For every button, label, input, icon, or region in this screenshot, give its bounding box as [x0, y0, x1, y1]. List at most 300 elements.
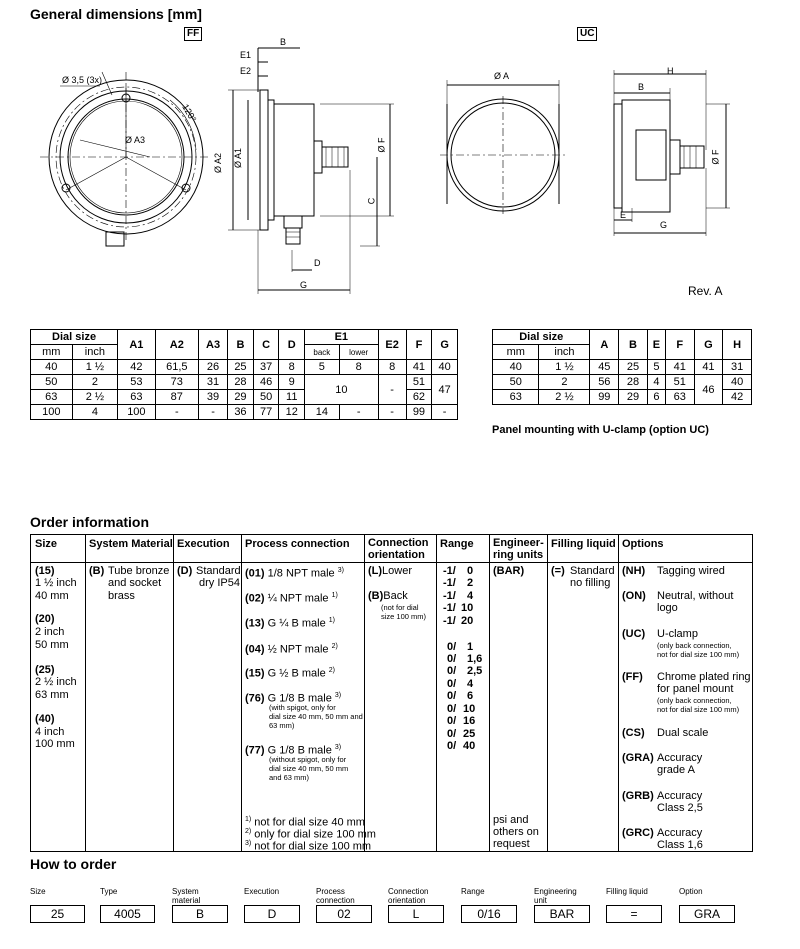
unit-psi: others on — [493, 826, 539, 838]
cell: 41 — [694, 360, 723, 375]
cell: 37 — [253, 360, 279, 375]
range-from: -1/ — [443, 565, 456, 577]
code: (L) — [368, 565, 383, 577]
cell: - — [432, 405, 458, 420]
th-b: B — [619, 330, 648, 360]
label-line: Option — [679, 887, 703, 896]
header-orientation: orientation — [368, 549, 425, 561]
range-item: 0/ — [447, 715, 457, 727]
code: (01) — [245, 567, 265, 580]
cell: 40 — [493, 360, 539, 375]
footnote-mark: 1) — [245, 816, 252, 823]
code: (02) — [245, 592, 265, 605]
size-text: 100 mm — [35, 738, 75, 750]
th-a1: A1 — [118, 330, 155, 360]
how-to-order-title: How to order — [30, 856, 117, 872]
e-label: E — [620, 210, 627, 220]
range-to: 4 — [467, 590, 474, 602]
range-to: 16 — [463, 715, 476, 727]
option-code: (CS) — [622, 727, 645, 739]
cell: 8 — [339, 360, 378, 375]
how-material-value: B — [172, 905, 228, 923]
text: G 1/8 B male — [267, 692, 332, 705]
footnote-ref: 2) — [331, 643, 338, 650]
label-line: Execution — [244, 887, 280, 896]
process-77-note: (without spigot, only for — [269, 755, 347, 764]
orientation-back — [368, 590, 408, 603]
cell: 100 — [31, 405, 73, 420]
col-divider — [364, 535, 365, 851]
cell: 100 — [118, 405, 155, 420]
option-text: Dual scale — [657, 727, 709, 739]
a-label: Ø A — [494, 71, 510, 81]
option-code: (ON) — [622, 590, 646, 602]
cell: 50 — [493, 375, 539, 390]
cell: 29 — [619, 390, 648, 405]
footnote-text: not for dial size 40 mm — [254, 816, 365, 829]
label-line: Connection — [388, 887, 429, 896]
label-line: Process — [316, 887, 345, 896]
cell: 47 — [432, 375, 458, 405]
process-76-note: (with spigot, only for — [269, 703, 336, 712]
range-from: -1/ — [443, 577, 456, 589]
label-line: System — [172, 887, 199, 896]
execution-text: Standard — [196, 565, 241, 577]
option-text: Class 2,5 — [657, 802, 703, 814]
cell: 39 — [198, 390, 227, 405]
header-range: Range — [440, 538, 474, 550]
process-13 — [245, 615, 335, 630]
range-from: -1/ — [443, 615, 456, 627]
range-item: 0/ — [447, 690, 457, 702]
ff-tag: FF — [184, 27, 202, 41]
ff-dimension-table — [30, 329, 458, 420]
cell: 14 — [305, 405, 340, 420]
size-text: 50 mm — [35, 639, 69, 651]
range-to: 0 — [467, 565, 474, 577]
a1-label: Ø A1 — [233, 147, 244, 169]
option-text: Chrome plated ring — [657, 671, 751, 683]
range-item: 0/ — [447, 641, 457, 653]
table-row — [31, 360, 458, 375]
footnote-ref: 2) — [328, 667, 335, 674]
order-table — [30, 534, 753, 852]
cell: 42 — [723, 390, 752, 405]
option-code: (NH) — [622, 565, 646, 577]
header-filling: Filling liquid — [551, 538, 616, 550]
size-code: (40) — [35, 713, 55, 725]
table-row — [31, 375, 458, 390]
cell: 36 — [228, 405, 254, 420]
option-code: (FF) — [622, 671, 643, 683]
execution-text: dry IP54 — [199, 577, 240, 589]
cell: 40 — [723, 375, 752, 390]
e1-label: E1 — [240, 50, 252, 60]
header-connection: Connection — [368, 537, 429, 549]
option-text: Tagging wired — [657, 565, 725, 577]
cell: - — [155, 405, 198, 420]
range-to: 4 — [467, 678, 474, 690]
code: (15) — [245, 667, 265, 680]
cell: 50 — [253, 390, 279, 405]
range-item — [443, 577, 456, 590]
b-label: B — [280, 37, 287, 47]
process-77-note: and 63 mm) — [269, 773, 310, 782]
size-text: 63 mm — [35, 689, 69, 701]
cell: 5 — [647, 360, 665, 375]
text: ¼ NPT male — [267, 592, 329, 605]
option-code: (GRB) — [622, 790, 654, 802]
cell: 2 ½ — [72, 390, 118, 405]
orientation-note: (not for dial — [381, 603, 419, 612]
cell: 26 — [198, 360, 227, 375]
range-from: -1/ — [443, 602, 456, 614]
option-text: Accuracy — [657, 827, 703, 839]
option-note: not for dial size 100 mm) — [657, 650, 740, 659]
range-to: 10 — [461, 602, 474, 614]
size-text: 40 mm — [35, 590, 69, 602]
th-f: F — [665, 330, 694, 360]
cell: - — [378, 405, 406, 420]
label-line: unit — [534, 896, 547, 905]
cell: 2 ½ — [539, 390, 590, 405]
cell: 6 — [647, 390, 665, 405]
dimension-drawing — [0, 0, 800, 310]
label-line: material — [172, 896, 201, 905]
cell: 31 — [723, 360, 752, 375]
how-label-filling-liquid — [606, 887, 648, 896]
cell: 8 — [279, 360, 305, 375]
unit-bar: (BAR) — [493, 565, 525, 577]
header-material: System Material — [89, 538, 173, 550]
footnote-ref: 3) — [334, 744, 342, 751]
cell: 41 — [665, 360, 694, 375]
text: G ¼ B male — [267, 617, 326, 630]
range-to: 2 — [467, 577, 474, 589]
hole-label: Ø 3,5 (3x) — [62, 75, 103, 85]
label-line: connection — [316, 896, 355, 905]
header-engineer: Engineer- — [493, 537, 544, 549]
option-text: for panel mount — [657, 683, 734, 695]
col-divider — [241, 535, 242, 851]
cell: 46 — [253, 375, 279, 390]
how-unit-value: BAR — [534, 905, 590, 923]
footnote-text: only for dial size 100 mm — [254, 828, 376, 841]
cell: - — [339, 405, 378, 420]
cell: 40 — [432, 360, 458, 375]
range-to: 1 — [467, 641, 474, 653]
g-label: G — [300, 280, 308, 290]
cell: 2 — [539, 375, 590, 390]
th-inch: inch — [72, 345, 118, 360]
table-row — [493, 360, 752, 375]
cell: 42 — [118, 360, 155, 375]
e2-label: E2 — [240, 66, 252, 76]
cell: 99 — [590, 390, 619, 405]
cell: 1 ½ — [72, 360, 118, 375]
how-label-type — [100, 887, 117, 896]
th-a: A — [590, 330, 619, 360]
code: (77) — [245, 744, 265, 757]
uc-f-label: Ø F — [710, 149, 721, 165]
revision-label: Rev. A — [688, 284, 723, 298]
how-orientation-value: L — [388, 905, 444, 923]
how-label-size — [30, 887, 46, 896]
angle-label: 120° — [180, 102, 199, 124]
general-dimensions-title: General dimensions [mm] — [30, 6, 202, 22]
th-g: G — [694, 330, 723, 360]
material-code: (B) — [89, 565, 105, 577]
option-text: logo — [657, 602, 678, 614]
footnote-ref: 3) — [337, 567, 344, 574]
label-line: Size — [30, 887, 46, 896]
th-inch: inch — [539, 345, 590, 360]
how-execution-value: D — [244, 905, 300, 923]
col-divider — [547, 535, 548, 851]
text: Lower — [382, 565, 413, 577]
th-mm: mm — [31, 345, 73, 360]
range-item: 0/ — [447, 653, 457, 665]
c-label: C — [366, 197, 377, 205]
filling-code: (=) — [551, 565, 565, 577]
label-line: Filling liquid — [606, 887, 648, 896]
uc-g-label: G — [660, 220, 668, 230]
size-text: 2 ½ inch — [35, 676, 77, 688]
size-text: 4 inch — [35, 726, 65, 738]
option-text: Accuracy — [657, 790, 703, 802]
f-label: Ø F — [376, 137, 387, 153]
cell: 29 — [228, 390, 254, 405]
unit-psi: psi and — [493, 814, 529, 826]
cell: 4 — [72, 405, 118, 420]
option-text: Neutral, without — [657, 590, 734, 602]
process-76-note: dial size 40 mm, 50 mm and — [269, 712, 363, 721]
th-lower: lower — [339, 345, 378, 360]
option-note: not for dial size 100 mm) — [657, 705, 740, 714]
size-code: (25) — [35, 664, 55, 676]
th-e: E — [647, 330, 665, 360]
col-divider — [85, 535, 86, 851]
th-f: F — [406, 330, 432, 360]
cell: 2 — [72, 375, 118, 390]
cell: 77 — [253, 405, 279, 420]
cell: 63 — [118, 390, 155, 405]
header-execution: Execution — [177, 538, 230, 550]
code: (13) — [245, 617, 265, 630]
cell: 25 — [619, 360, 648, 375]
cell: 28 — [228, 375, 254, 390]
text: Back — [383, 590, 408, 602]
process-04 — [245, 641, 338, 656]
cell: 56 — [590, 375, 619, 390]
size-text: 2 inch — [35, 626, 65, 638]
cell: 62 — [406, 390, 432, 405]
a3-label: Ø A3 — [125, 135, 146, 145]
cell: 12 — [279, 405, 305, 420]
material-text: Tube bronze — [108, 565, 170, 577]
cell: 10 — [305, 375, 379, 405]
process-15 — [245, 665, 335, 680]
option-code: (GRC) — [622, 827, 654, 839]
how-label-process-connection — [316, 887, 355, 905]
cell: 63 — [493, 390, 539, 405]
option-text: U-clamp — [657, 628, 698, 640]
process-77-note: dial size 40 mm, 50 mm — [269, 764, 349, 773]
cell: 4 — [647, 375, 665, 390]
process-76-note: 63 mm) — [269, 721, 295, 730]
h-label: H — [667, 66, 674, 76]
cell: 28 — [619, 375, 648, 390]
cell: 9 — [279, 375, 305, 390]
cell: 11 — [279, 390, 305, 405]
range-item: 0/ — [447, 678, 457, 690]
range-item: 0/ — [447, 665, 457, 677]
a2-label: Ø A2 — [213, 152, 224, 174]
footnote — [245, 838, 371, 853]
cell: 73 — [155, 375, 198, 390]
code: (04) — [245, 643, 265, 656]
range-item: 0/ — [447, 728, 457, 740]
cell: 1 ½ — [539, 360, 590, 375]
th-back: back — [305, 345, 340, 360]
label-line: Type — [100, 887, 118, 896]
range-item — [443, 602, 456, 615]
th-e1: E1 — [305, 330, 379, 345]
filling-text: Standard — [570, 565, 615, 577]
text: G 1/8 B male — [267, 744, 332, 757]
option-code: (UC) — [622, 628, 646, 640]
size-code: (15) — [35, 565, 55, 577]
range-item — [443, 565, 456, 578]
col-divider — [173, 535, 174, 851]
cell: 51 — [665, 375, 694, 390]
process-02 — [245, 590, 338, 605]
how-filling-value: = — [606, 905, 662, 923]
range-to: 40 — [463, 740, 476, 752]
orientation-lower — [368, 565, 412, 578]
how-size-value: 25 — [30, 905, 85, 923]
header-units: ring units — [493, 549, 544, 561]
option-code: (GRA) — [622, 752, 654, 764]
th-b: B — [228, 330, 254, 360]
th-a2: A2 — [155, 330, 198, 360]
table-row — [31, 405, 458, 420]
code: (76) — [245, 692, 265, 705]
option-note: (only back connection, — [657, 641, 732, 650]
d-label: D — [314, 258, 321, 268]
option-note: (only back connection, — [657, 696, 732, 705]
uc-tag: UC — [577, 27, 597, 41]
uc-dimension-table — [492, 329, 752, 405]
th-g: G — [432, 330, 458, 360]
how-type-value: 4005 — [100, 905, 155, 923]
range-to: 1,6 — [467, 653, 483, 665]
range-item — [443, 590, 456, 603]
cell: 5 — [305, 360, 340, 375]
code: (B) — [368, 590, 384, 602]
footnote-ref: 1) — [331, 592, 338, 599]
how-label-range — [461, 887, 485, 896]
footnote-ref: 1) — [328, 617, 335, 624]
how-label-execution — [244, 887, 279, 896]
th-d: D — [279, 330, 305, 360]
th-dial-size: Dial size — [493, 330, 590, 345]
option-text: grade A — [657, 764, 695, 776]
th-mm: mm — [493, 345, 539, 360]
range-item: 0/ — [447, 740, 457, 752]
how-option-value: GRA — [679, 905, 735, 923]
material-text: brass — [108, 590, 135, 602]
how-label-connection-orientation — [388, 887, 428, 905]
orientation-note: size 100 mm) — [381, 612, 427, 621]
size-text: 1 ½ inch — [35, 577, 77, 589]
cell: - — [198, 405, 227, 420]
cell: 50 — [31, 375, 73, 390]
label-line: Engineering — [534, 887, 577, 896]
option-text: Class 1,6 — [657, 839, 703, 851]
cell: - — [378, 375, 406, 405]
header-options: Options — [622, 538, 664, 550]
cell: 63 — [665, 390, 694, 405]
cell: 41 — [406, 360, 432, 375]
cell: 46 — [694, 375, 723, 405]
footnote-mark: 3) — [245, 840, 252, 847]
th-h: H — [723, 330, 752, 360]
how-label-option — [679, 887, 703, 896]
cell: 40 — [31, 360, 73, 375]
range-item — [443, 615, 456, 628]
size-code: (20) — [35, 613, 55, 625]
text: 1/8 NPT male — [267, 567, 335, 580]
how-label-engineering-unit — [534, 887, 577, 905]
table-row — [493, 375, 752, 390]
how-process-value: 02 — [316, 905, 372, 923]
label-line: Range — [461, 887, 485, 896]
cell: 63 — [31, 390, 73, 405]
cell: 53 — [118, 375, 155, 390]
execution-code: (D) — [177, 565, 193, 577]
how-label-system-material — [172, 887, 200, 905]
cell: 61,5 — [155, 360, 198, 375]
how-range-value: 0/16 — [461, 905, 517, 923]
cell: 45 — [590, 360, 619, 375]
panel-caption: Panel mounting with U-clamp (option UC) — [492, 424, 709, 436]
option-text: Accuracy — [657, 752, 703, 764]
order-information-title: Order information — [30, 514, 150, 530]
th-dial-size: Dial size — [31, 330, 118, 345]
range-to: 6 — [467, 690, 474, 702]
header-size: Size — [35, 538, 58, 550]
range-to: 25 — [463, 728, 476, 740]
label-line: orientation — [388, 896, 426, 905]
cell: 8 — [378, 360, 406, 375]
col-divider — [489, 535, 490, 851]
range-to: 10 — [463, 703, 476, 715]
th-c: C — [253, 330, 279, 360]
th-a3: A3 — [198, 330, 227, 360]
text: G ½ B male — [267, 667, 326, 680]
cell: 25 — [228, 360, 254, 375]
range-item: 0/ — [447, 703, 457, 715]
col-divider — [436, 535, 437, 851]
material-text: and socket — [108, 577, 162, 589]
cell: 87 — [155, 390, 198, 405]
range-from: -1/ — [443, 590, 456, 602]
filling-text: no filling — [570, 577, 611, 589]
footnote-ref: 3) — [334, 692, 342, 699]
header-process: Process connection — [245, 538, 350, 550]
uc-b-label: B — [638, 82, 645, 92]
